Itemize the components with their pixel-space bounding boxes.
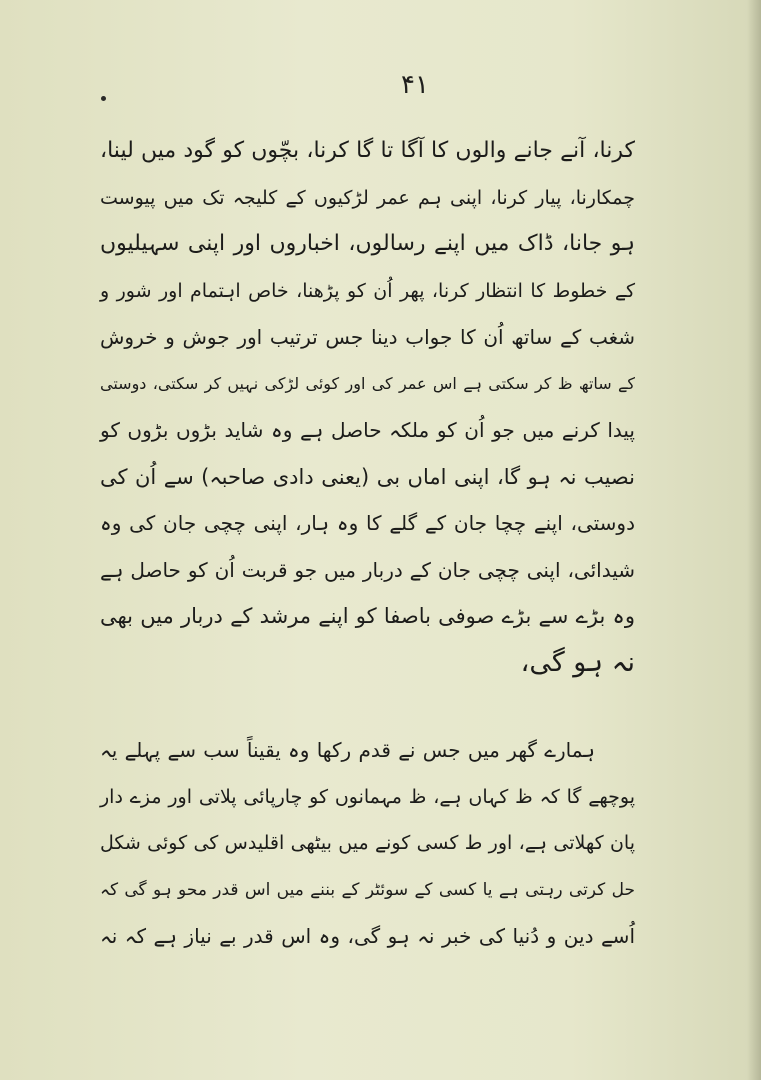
text-line: ہمارے گھر میں جس نے قدم رکھا وہ یقیناً سب سے پہلے یہ bbox=[100, 738, 595, 762]
text-line: حل کرتی رہتی ہے یا کسی کے سوئٹر کے بننے میں اس قدر محو ہو گی کہ bbox=[100, 879, 635, 900]
text-line: کے خطوط کا انتظار کرنا، پھر اُن کو پڑھنا، خاص اہتمام اور شور و bbox=[100, 279, 635, 302]
text-line: نصیب نہ ہو گا، اپنی اماں بی (یعنی دادی صاحبہ) سے اُن کی bbox=[100, 464, 635, 489]
paragraph-2 bbox=[100, 727, 635, 960]
text-line: کرنا، آنے جانے والوں کا آگا تا گا کرنا، بچّوں کو گود میں لینا، bbox=[100, 138, 635, 163]
text-line: چمکارنا، پیار کرنا، اپنی ہم عمر لڑکیوں کے کلیجہ تک میں پیوست bbox=[100, 186, 635, 209]
paragraph-1 bbox=[100, 128, 635, 686]
text-line: شیدائی، اپنی چچی جان کے دربار میں جو قربت اُن کو حاصل ہے bbox=[100, 557, 635, 582]
text-line: وہ بڑے سے بڑے صوفی باصفا کو اپنے مرشد کے دربار میں بھی bbox=[100, 604, 635, 628]
text-line: نہ ہو گی، bbox=[520, 646, 635, 678]
text-line: پان کھلاتی ہے، اور ط کسی کونے میں بیٹھی اقلیدس کی کوئی شکل bbox=[100, 832, 635, 854]
ink-dot bbox=[101, 96, 106, 101]
text-line: دوستی، اپنے چچا جان کے گلے کا وہ ہار، اپنی چچی جان کی وہ bbox=[100, 511, 635, 535]
page-edge-shadow bbox=[747, 0, 761, 1080]
text-line: ہو جانا، ڈاک میں اپنے رسالوں، اخباروں اور اپنی سہیلیوں bbox=[100, 231, 635, 256]
text-line: پیدا کرنے میں جو اُن کو ملکہ حاصل ہے وہ شاید بڑوں بڑوں کو bbox=[100, 418, 635, 442]
text-line: شغب کے ساتھ اُن کا جواب دینا جس ترتیب اور جوش و خروش bbox=[100, 325, 635, 349]
text-line: اُسے دین و دُنیا کی خبر نہ ہو گی، وہ اس قدر بے نیاز ہے کہ نہ bbox=[100, 924, 635, 948]
text-line: کے ساتھ ظ کر سکتی ہے اس عمر کی اور کوئی لڑکی نہیں کر سکتی، دوستی bbox=[100, 373, 635, 393]
text-line: پوچھے گا کہ ظ کہاں ہے، ظ مہمانوں کو چارپائی پلاتی اور مزے دار bbox=[100, 785, 635, 808]
page-number: ۴۱ bbox=[401, 70, 429, 100]
